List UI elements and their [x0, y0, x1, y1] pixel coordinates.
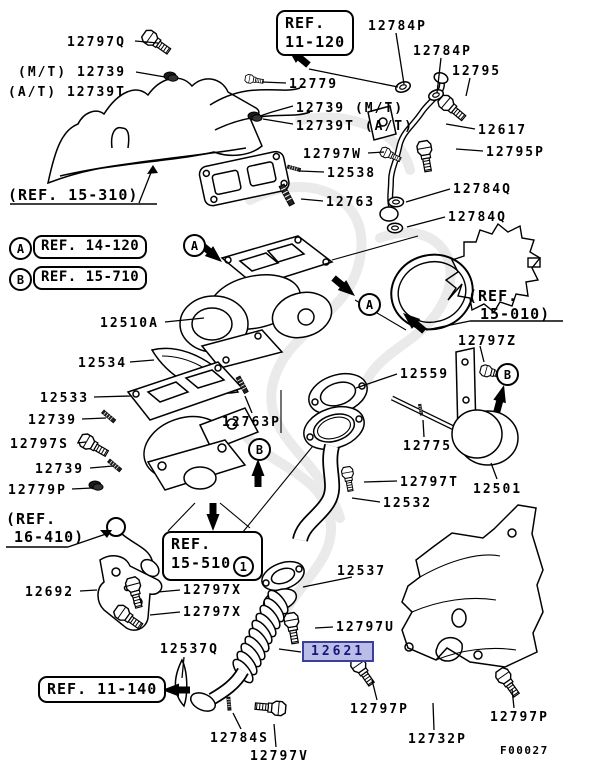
part-label-12533: 12533 — [40, 391, 90, 406]
ref-15-510-line2 — [171, 554, 254, 578]
part-label-mt-12739: (M/T) 12739 — [18, 65, 127, 80]
stud-icon — [108, 459, 122, 472]
arrow-icon — [490, 383, 510, 413]
ref-16-410-line1: (REF. — [6, 510, 57, 528]
part-label-12797x-2: 12797X — [183, 605, 242, 620]
nut-icon — [89, 481, 103, 490]
bolt-icon — [255, 699, 287, 716]
part-label-12779: 12779 — [289, 77, 339, 92]
bolt-icon — [416, 140, 435, 172]
part-label-12534: 12534 — [78, 356, 128, 371]
part-label-12797v: 12797V — [250, 749, 309, 764]
ref-15-510-line1: REF. — [171, 535, 212, 553]
part-label-12784p-1: 12784P — [368, 19, 427, 34]
part-label-12784q-1: 12784Q — [453, 182, 512, 197]
part-label-12795p: 12795P — [486, 145, 545, 160]
bolt-icon — [341, 466, 356, 492]
part-label-12739t-at: 12739T (A/T) — [296, 119, 414, 134]
part-label-12538: 12538 — [327, 166, 377, 181]
part-label-12559: 12559 — [400, 367, 450, 382]
washer-icon — [388, 223, 403, 233]
marker-a-ring: A — [358, 293, 381, 316]
part-label-12739-1: 12739 — [28, 413, 78, 428]
ref-note-15-010 — [468, 287, 550, 323]
marker-a-turbo: A — [183, 234, 206, 257]
gasket-12537q — [175, 660, 186, 706]
ref-box-11-140: REF. 11-140 — [38, 676, 166, 703]
part-label-12763p: 12763P — [222, 415, 281, 430]
highlighted-part-label-12621[interactable]: 12621 — [302, 641, 374, 662]
bolt-icon — [494, 666, 523, 699]
part-label-12797w: 12797W — [303, 147, 362, 162]
part-label-12797u: 12797U — [336, 620, 395, 635]
part-label-12739-2: 12739 — [35, 462, 85, 477]
stud-icon — [287, 165, 301, 172]
figure-code: F00027 — [500, 744, 549, 757]
bolt-icon — [283, 612, 302, 644]
marker-1-circle: 1 — [233, 556, 254, 577]
manifold-gasket — [198, 150, 290, 207]
part-label-12784s: 12784S — [210, 731, 269, 746]
arrow-icon — [252, 459, 265, 487]
part-label-12797s: 12797S — [10, 437, 69, 452]
part-label-12795: 12795 — [452, 64, 502, 79]
part-label-12775: 12775 — [403, 439, 453, 454]
part-label-12784q-2: 12784Q — [448, 210, 507, 225]
turbocharger — [180, 236, 337, 368]
part-label-12537: 12537 — [337, 564, 387, 579]
part-label-12510a: 12510A — [100, 316, 159, 331]
part-label-12779p: 12779P — [8, 483, 67, 498]
ref-box-15-510 — [162, 531, 263, 581]
part-label-12617: 12617 — [478, 123, 528, 138]
ref-box-15-710: REF. 15-710 — [33, 266, 147, 290]
washer-icon — [389, 197, 404, 207]
part-label-12501: 12501 — [473, 482, 523, 497]
part-label-12797p-1: 12797P — [350, 702, 409, 717]
ref-note-16-410 — [6, 510, 84, 546]
stud-icon — [227, 697, 231, 710]
ref-11-120-line1: REF. — [285, 14, 326, 32]
ref-15-510-text: 15-510 — [171, 553, 232, 572]
part-label-12763: 12763 — [326, 195, 376, 210]
bolt-icon — [77, 432, 110, 459]
marker-b-pipe: B — [248, 438, 271, 461]
marker-a-legend: A — [9, 237, 32, 260]
ref-note-15-310: (REF. 15-310) — [8, 186, 139, 204]
part-label-12537q: 12537Q — [160, 642, 219, 657]
part-label-12692: 12692 — [25, 585, 75, 600]
part-label-12797p-2: 12797P — [490, 710, 549, 725]
ref-15-010-line1: (REF. — [468, 287, 519, 305]
ref-15-010-line2: 15-010) — [480, 305, 551, 323]
ref-11-120-line2: 11-120 — [285, 32, 346, 51]
part-label-12739-mt: 12739 (M/T) — [296, 101, 405, 116]
ref-box-11-120 — [276, 10, 354, 56]
part-label-12797x-1: 12797X — [183, 583, 242, 598]
arrow-icon — [207, 503, 220, 531]
ref-box-14-120: REF. 14-120 — [33, 235, 147, 259]
part-label-12532: 12532 — [383, 496, 433, 511]
ref-16-410-line2: 16-410) — [14, 528, 85, 546]
part-label-12797q: 12797Q — [67, 35, 126, 50]
bolt-icon — [245, 74, 264, 85]
part-label-12797t: 12797T — [400, 475, 459, 490]
marker-b-actuator: B — [496, 363, 519, 386]
part-label-at-12739t: (A/T) 12739T — [8, 85, 126, 100]
part-label-12732p: 12732P — [408, 732, 467, 747]
part-label-12784p-2: 12784P — [413, 44, 472, 59]
heat-shield-lower — [402, 505, 543, 667]
outlet-gaskets — [298, 367, 372, 457]
stud-icon — [102, 410, 116, 423]
marker-b-legend: B — [9, 268, 32, 291]
part-label-12797z: 12797Z — [458, 334, 517, 349]
